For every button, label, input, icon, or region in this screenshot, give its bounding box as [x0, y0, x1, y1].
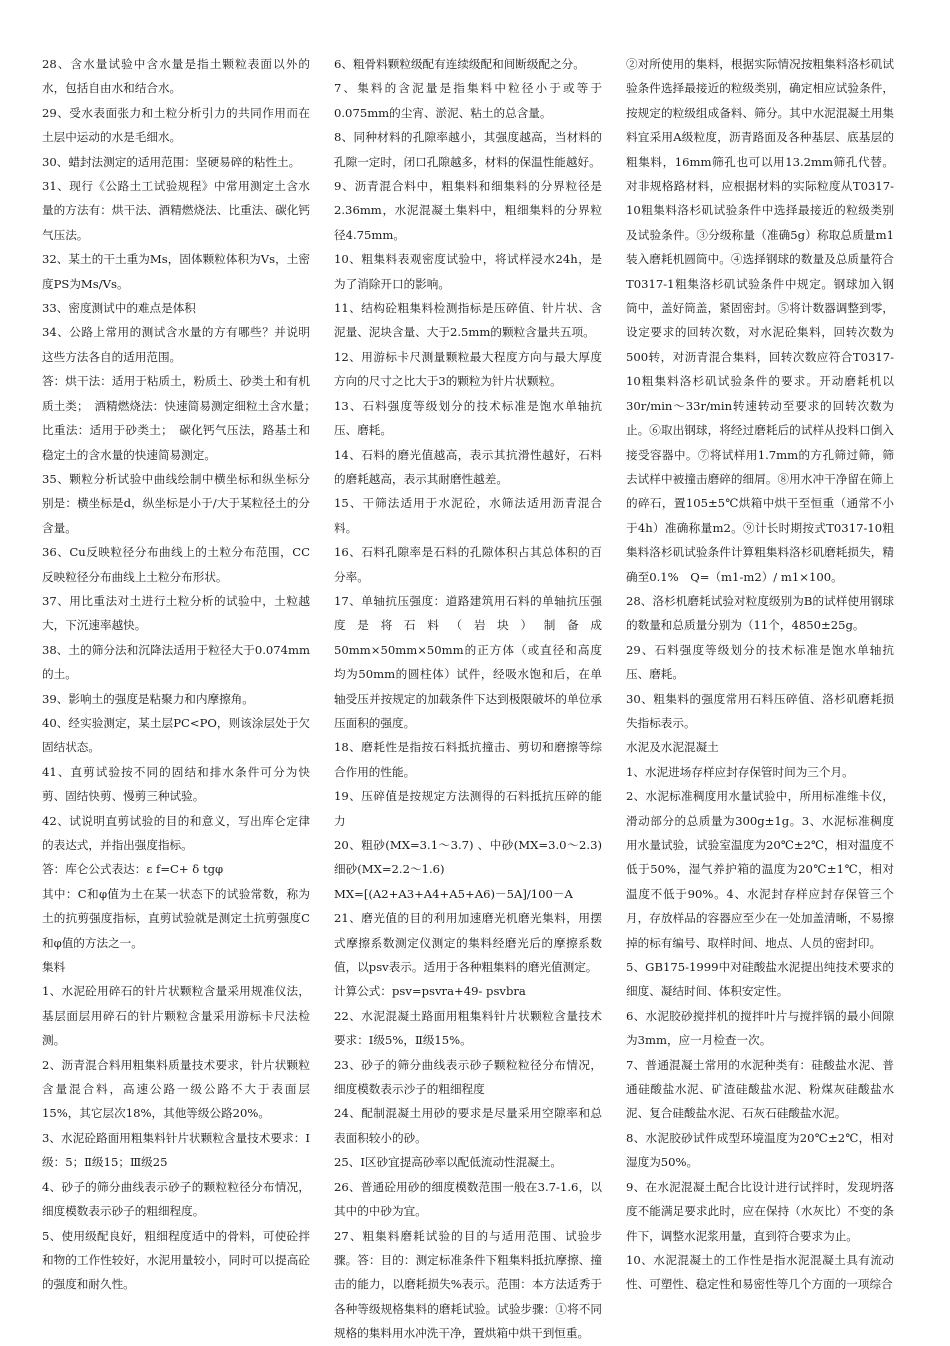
- paragraph: 30、蜡封法测定的适用范围：坚硬易碎的粘性土。: [42, 154, 301, 169]
- paragraph: 30、粗集料的强度常用石料压碎值、洛杉矶磨耗损失指标表示。: [626, 691, 894, 730]
- paragraph: 27、粗集料磨耗试验的目的与适用范围、试验步骤。答：目的：测定标准条件下粗集料抵抗摩擦、撞击的能力，以磨耗损失%表示。范围：本方法适秀于各种等级规格集料的磨耗试验。试验步骤：①将不同规格的集料用水冲洗干净，置烘箱中烘干到恒重。: [334, 1228, 602, 1341]
- paragraph: 21、磨光值的目的利用加速磨光机磨光集料，用摆式摩擦系数测定仪测定的集料经磨光后的摩擦系数值，以psv表示。适用于各种粗集料的磨光值测定。: [334, 911, 602, 975]
- paragraph: 39、影响土的强度是粘聚力和内摩擦角。: [42, 691, 254, 706]
- paragraph: 38、土的筛分法和沉降法适用于粒径大于0.074mm的土。: [42, 642, 310, 682]
- paragraph: 10、水泥混凝土的工作性是指水泥混凝土具有流动性、可塑性、稳定性和易密性等几个方面的一项综合: [626, 1252, 894, 1292]
- paragraph: MX=[(A2+A3+A4+A5+A6)－5A]/100－A: [334, 886, 573, 901]
- paragraph: 10、粗集料表观密度试验中，将试样浸水24h，是为了消除开口的影响。: [334, 252, 602, 291]
- paragraph: 22、水泥混凝土路面用粗集料针片状颗粒含量技术要求：Ⅰ级5%，Ⅱ级15%。: [334, 1008, 602, 1048]
- paragraph: 4、砂子的筛分曲线表示砂子的颗粒粒径分布情况，细度模数表示砂子的粗细程度。: [42, 1179, 310, 1219]
- paragraph: 29、受水表面张力和土粒分析引力的共同作用而在土层中运动的水是毛细水。: [42, 105, 310, 145]
- paragraph: 7、普通混凝土常用的水泥种类有：硅酸盐水泥、普通硅酸盐水泥、矿渣硅酸盐水泥、粉煤灰硅酸盐水泥、复合硅酸盐水泥、石灰石硅酸盐水泥。: [626, 1057, 894, 1121]
- paragraph: 36、Cu反映粒径分布曲线上的土粒分布范围，CC反映粒径分布曲线上土粒分布形状。: [42, 545, 310, 584]
- paragraph: 19、压碎值是按规定方法测得的石料抵抗压碎的能力: [334, 789, 602, 828]
- paragraph: 40、经实验测定，某土层PC<PO，则该涂层处于欠固结状态。: [42, 715, 310, 755]
- paragraph: 23、砂子的筛分曲线表示砂子颗粒粒径分布情况，细度模数表示沙子的粗细程度: [334, 1057, 602, 1097]
- paragraph: 20、粗砂(MX=3.1～3.7) 、中砂(MX=3.0～2.3) 细砂(MX=2.2～1.6): [334, 838, 602, 877]
- paragraph: 28、含水量试验中含水量是指土颗粒表面以外的水，包括自由水和结合水。: [42, 57, 310, 96]
- text-column-middle: [334, 52, 602, 1342]
- paragraph: 28、洛杉机磨耗试验对粒度级别为B的试样使用钢球的数量和总质量分别为（11个，4850±25g。: [626, 593, 894, 633]
- paragraph: 5、使用级配良好，粗细程度适中的骨料，可使砼拌和物的工作性较好，水泥用量较小，同时可以提高砼的强度和耐久性。: [42, 1228, 310, 1292]
- paragraph: 37、用比重法对土进行土粒分析的试验中，土粒越大，下沉速率越快。: [42, 593, 310, 633]
- paragraph: 9、在水泥混凝土配合比设计进行试拌时，发现坍落度不能满足要求此时，应在保持（水灰比）不变的条件下，调整水泥浆用量，直到符合要求为止。: [626, 1179, 894, 1243]
- paragraph: 5、GB175-1999中对硅酸盐水泥提出纯技术要求的细度、凝结时间、体积安定性。: [626, 960, 894, 999]
- paragraph: 32、某土的干土重为Ms，固体颗粒体积为Vs，土密度PS为Ms/Vs。: [42, 252, 310, 291]
- paragraph: 25、Ⅰ区砂宜提高砂率以配低流动性混凝土。: [334, 1155, 563, 1170]
- paragraph: 11、结构砼粗集料检测指标是压碎值、针片状、含泥量、泥块含量、大于2.5mm的颗粒含量共五项。: [334, 301, 602, 340]
- paragraph: 7、集料的含泥量是指集料中粒径小于或等于0.075mm的尘宵、淤泥、粘土的总含量。: [334, 81, 602, 120]
- text-column-left: [42, 52, 322, 1342]
- text-column-right: [626, 52, 894, 1342]
- paragraph: 31、现行《公路土工试验规程》中常用测定土含水量的方法有：烘干法、酒精燃烧法、比重法、碳化钙气压法。: [42, 179, 310, 242]
- paragraph: 24、配制混凝土用砂的要求是尽量采用空隙率和总表面积较小的砂。: [334, 1106, 602, 1145]
- paragraph: 8、水泥胶砂试件成型环境温度为20℃±2℃，相对湿度为50%。: [626, 1130, 894, 1170]
- paragraph: 3、水泥砼路面用粗集料针片状颗粒含量技术要求：Ⅰ级：5；Ⅱ级15；Ⅲ级25: [42, 1130, 310, 1170]
- paragraph: ②对所使用的集料，根据实际情况按粗集料洛杉矶试验条件选择最接近的粒级类别，确定相应试验条件，按规定的粒级组成备料、筛分。其中水泥混凝土用集料宜采用A级粒度，沥青路面及各种基层、底基层的粗集料，16mm筛孔也可以用13.2mm筛孔代替。对非规格路材料，应根据材料的实际粒度从T0317-10粗集料洛杉矶试验条件中选择最接近的粒级类别及试验条件。③分级称量（准确5g）称取总质量m1装入磨耗机圆筒中。④选择钢球的数量及总质量符合T0317-1粗集洛杉矶试验条件中规定。钢球加入钢筒中，盖好筒盖，紧固密封。⑤将计数器调整到零，设定要求的回转次数，对水泥砼集料，回转次数为500转，对沥青混合集料，回转次数应符合T0317-10粗集料洛杉矶试验条件的要求。开动磨耗机以30r/min～33r/min转速转动至要求的回转次数为止。⑥取出钢球，将经过磨耗后的试样从投料口倒入接受容器中。⑦将试样用1.7mm的方孔筛过筛，筛去试样中被撞击磨碎的细屑。⑧用水冲干净留在筛上的碎石，置105±5℃烘箱中烘干至恒重（通常不小于4h）准确称量m2。⑨计长时期按式T0317-10粗集料洛杉矶试验条件计算粗集料洛杉矶磨耗损失，精确至0.1% Q=（m1-m2）/ m1×100。: [626, 57, 894, 584]
- paragraph: 其中：C和φ值为土在某一状态下的试验常数，称为土的抗剪强度指标，直剪试验就是测定土抗剪强度C和φ值的方法之一。: [42, 886, 310, 950]
- paragraph: 1、水泥砼用碎石的针片状颗粒含量采用规准仪法，基层面层用碎石的针片颗粒含量采用游标卡尺法检测。: [42, 984, 310, 1048]
- paragraph: 2、沥青混合料用粗集料质量技术要求，针片状颗粒含量混合料，高速公路一级公路不大于表面层15%，其它层次18%，其他等级公路20%。: [42, 1057, 310, 1121]
- paragraph: 水泥及水泥混凝土: [626, 740, 719, 755]
- paragraph: 答：库仑公式表达：ε f=C+ δ tgφ: [42, 862, 224, 877]
- paragraph: 计算公式：psv=psvra+49- psvbra: [334, 984, 526, 999]
- paragraph: 13、石料强度等级划分的技术标准是饱水单轴抗压、磨耗。: [334, 398, 602, 438]
- paragraph: 35、颗粒分析试验中曲线绘制中横坐标和纵坐标分别是：横坐标是d，纵坐标是小于/大于某粒径土的分含量。: [42, 471, 310, 535]
- paragraph: 12、用游标卡尺测量颗粒最大程度方向与最大厚度方向的尺寸之比大于3的颗粒为针片状颗粒。: [334, 349, 602, 389]
- paragraph: 6、粗骨料颗粒级配有连续级配和间断级配之分。: [334, 57, 585, 71]
- paragraph: 34、公路上常用的测试含水量的方有哪些？并说明这些方法各自的适用范围。: [42, 325, 310, 364]
- paragraph: 17、单轴抗压强度：道路建筑用石料的单轴抗压强度是将石料（岩块）制备成50mm×50mm×50mm的正方体（或直径和高度均为50mm的圆柱体）试件，经吸水饱和后，在单轴受压并按规定的加载条件下达到极限破坏的单位承压面积的强度。: [334, 593, 602, 730]
- paragraph: 18、磨耗性是指按石料抵抗撞击、剪切和磨擦等综合作用的性能。: [334, 740, 602, 779]
- paragraph: 8、同种材料的孔隙率越小，其强度越高，当材料的孔隙一定时，闭口孔隙越多，材料的保温性能越好。: [334, 130, 602, 169]
- paragraph: 2、水泥标准稠度用水量试验中，所用标准维卡仪，滑动部分的总质量为300g±1g。3、水泥标准稠度用水量试验，试验室温度为20℃±2℃，相对温度不低于50%，湿气养护箱的温度为20℃±1℃，相对温度不低于90%。4、水泥封存样应封存保管三个月，存放样品的容器应至少在一处加盖清晰，不易擦掉的标有编号、取样时间、地点、人员的密封印。: [626, 789, 894, 950]
- paragraph: 42、试说明直剪试验的目的和意义，写出库仑定律的表达式，并指出强度指标。: [42, 813, 310, 852]
- paragraph: 16、石料孔隙率是石料的孔隙体积占其总体积的百分率。: [334, 545, 602, 584]
- paragraph: 29、石料强度等级划分的技术标准是饱水单轴抗压、磨耗。: [626, 642, 894, 682]
- paragraph: 9、沥青混合料中，粗集料和细集料的分界粒径是2.36mm，水泥混凝土集料中，粗细集料的分界粒径4.75mm。: [334, 179, 602, 242]
- paragraph: 1、水泥进场存样应封存保管时间为三个月。: [626, 764, 854, 779]
- paragraph: 6、水泥胶砂搅拌机的搅拌叶片与搅拌锅的最小间隙为3mm，应一月检查一次。: [626, 1008, 894, 1048]
- paragraph: 41、直剪试验按不同的固结和排水条件可分为快剪、固结快剪、慢剪三种试验。: [42, 764, 310, 804]
- paragraph: 15、干筛法适用于水泥砼，水筛法适用沥青混合料。: [334, 496, 602, 535]
- paragraph: 26、普通砼用砂的细度模数范围一般在3.7-1.6，以其中的中砂为宜。: [334, 1179, 602, 1219]
- paragraph: 33、密度测试中的难点是体积: [42, 301, 196, 316]
- paragraph: 14、石料的磨光值越高，表示其抗滑性越好，石料的磨耗越高，表示其耐磨性越差。: [334, 447, 602, 486]
- paragraph: 答：烘干法：适用于粘质土，粉质土、砂类土和有机质土类； 酒精燃烧法：快速简易测定细粒土含水量； 比重法：适用于砂类土； 碳化钙气压法，路基土和稳定土的含水量的快速简易测定。: [42, 374, 322, 462]
- paragraph: 集料: [42, 960, 66, 975]
